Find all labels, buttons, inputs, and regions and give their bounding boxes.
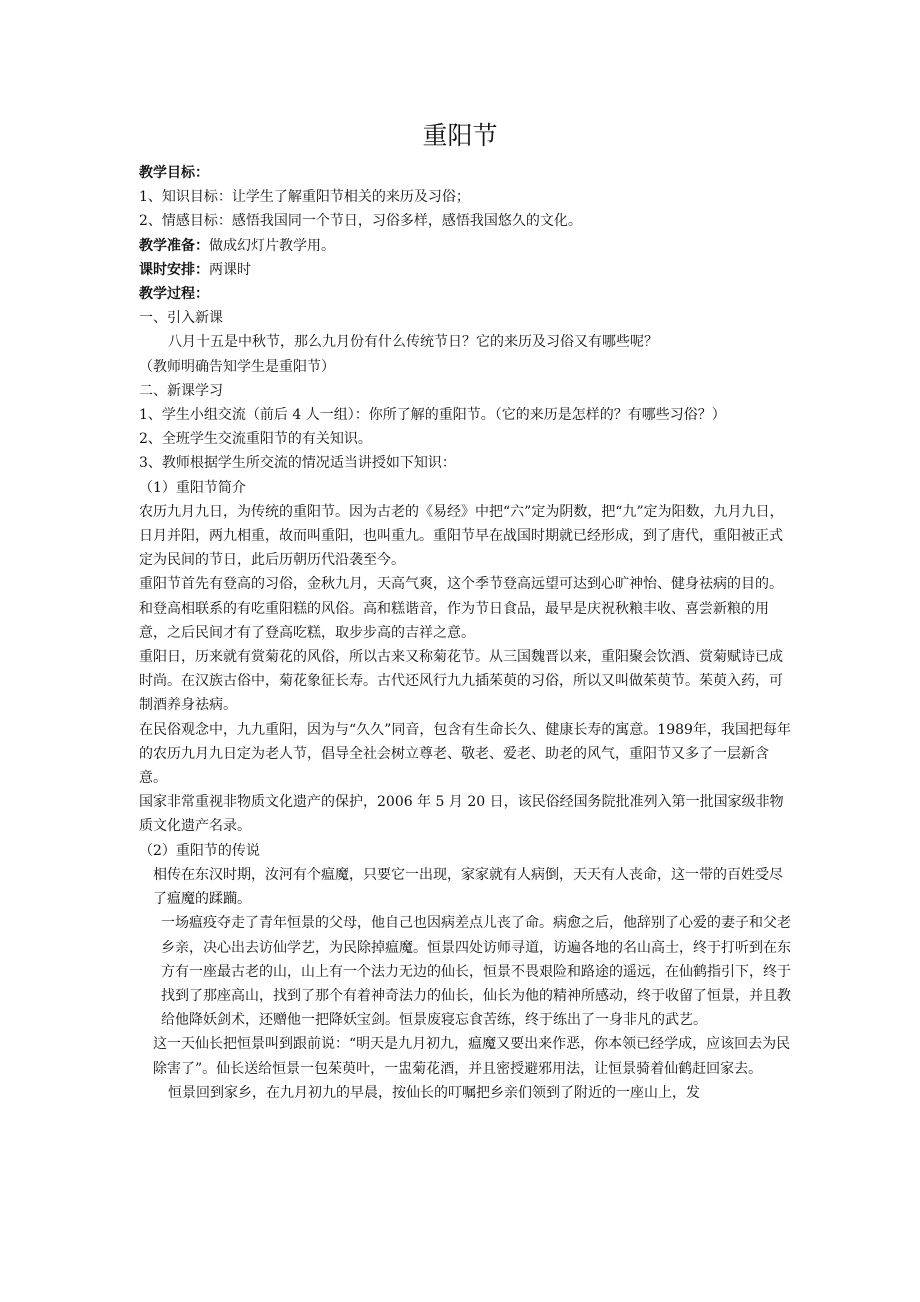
- legend-paragraph-1: 相传在东汉时期，汝河有个瘟魔，只要它一出现，家家就有人病倒，天天有人丧命，这一带的百姓受尽了瘟魔的蹂躏。: [153, 866, 783, 908]
- paragraph-heritage: 国家非常重视非物质文化遗产的保护，2006 年 5 月 20 日，该民俗经国务院批准列入第一批国家级非物质文化遗产名录。: [139, 794, 784, 835]
- subheading-legend: （2）重阳节的传说: [139, 842, 260, 859]
- process-heading: 教学过程：: [139, 286, 209, 303]
- intro-question: 八月十五是中秋节，那么九月份有什么传统节日？它的来历及习俗又有哪些呢？: [168, 334, 658, 351]
- prep-heading: 教学准备：: [139, 237, 209, 254]
- paragraph-climbing: 重阳节首先有登高的习俗，金秋九月，天高气爽，这个季节登高远望可达到心旷神怡、健身祛病的目的。和登高相联系的有吃重阳糕的风俗。高和糕谐音，作为节日食品，最早是庆祝秋粮丰收、喜尝新粮的用意，之后民间才有了登高吃糕，取步步高的吉祥之意。: [139, 576, 783, 641]
- step-3: 3、教师根据学生所交流的情况适当讲授如下知识：: [139, 455, 456, 472]
- schedule-heading: 课时安排：: [139, 261, 209, 278]
- legend-paragraph-3: 这一天仙长把恒景叫到跟前说：“明天是九月初九，瘟魔又要出来作恶，你本领已经学成，应该回去为民除害了”。仙长送给恒景一包茱萸叶，一盅菊花酒，并且密授避邪用法，让恒景骑着仙鹤赶回家去。: [153, 1036, 791, 1077]
- legend-paragraph-2: 一场瘟疫夺走了青年恒景的父母，他自己也因病差点儿丧了命。病愈之后，他辞别了心爱的妻子和父老乡亲，决心出去访仙学艺，为民除掉瘟魔。恒景四处访师寻道，访遍各地的名山高士，终于打听到在东方有一座最古老的山，山上有一个法力无边的仙长，恒景不畏艰险和路途的遥远，在仙鹤指引下，终于找到了那座高山，找到了那个有着神奇法力的仙长，仙长为他的精神所感动，终于收留了恒景，并且教给他降妖剑术，还赠他一把降妖宝剑。恒景废寝忘食苦练，终于练出了一身非凡的武艺。: [161, 915, 791, 1029]
- objective-2: 2、情感目标：感悟我国同一个节日，习俗多样，感悟我国悠久的文化。: [139, 213, 582, 230]
- intro-note: （教师明确告知学生是重阳节）: [139, 358, 335, 375]
- section-heading-1: 一、引入新课: [139, 310, 223, 327]
- objectives-heading: 教学目标：: [139, 165, 209, 181]
- paragraph-chrysanthemum: 重阳日，历来就有赏菊花的风俗，所以古来又称菊花节。从三国魏晋以来，重阳聚会饮酒、赏菊赋诗已成时尚。在汉族古俗中，菊花象征长寿。古代还风行九九插茱萸的习俗，所以又叫做茱萸节。茱萸入药，可制酒养身祛病。: [139, 649, 783, 714]
- prep-text: 做成幻灯片教学用。: [209, 237, 335, 254]
- schedule-text: 两课时: [209, 261, 251, 278]
- legend-paragraph-4: 恒景回到家乡，在九月初九的早晨，按仙长的叮嘱把乡亲们领到了附近的一座山上，发: [168, 1084, 700, 1101]
- paragraph-origin: 农历九月九日，为传统的重阳节。因为古老的《易经》中把“六”定为阴数，把“九”定为阳数，九月九日，日月并阳，两九相重，故而叫重阳，也叫重九。重阳节早在战国时期就已经形成，到了唐代，重阳被正式定为民间的节日，此后历朝历代沿袭至今。: [139, 503, 784, 569]
- page-title: 重阳节: [422, 121, 498, 150]
- schedule-line: [139, 258, 792, 282]
- section-heading-2: 二、新课学习: [139, 382, 223, 399]
- objective-1: 1、知识目标：让学生了解重阳节相关的来历及习俗；: [139, 189, 470, 206]
- document-body: [139, 161, 792, 1105]
- paragraph-elderly: 在民俗观念中，九九重阳，因为与“久久”同音，包含有生命长久、健康长寿的寓意。1989年，我国把每年的农历九月九日定为老人节，倡导全社会树立尊老、敬老、爱老、助老的风气，重阳节又多了一层新含意。: [139, 721, 791, 787]
- prep-line: [139, 234, 792, 258]
- step-1: 1、学生小组交流（前后 4 人一组）：你所了解的重阳节。（它的来历是怎样的？有哪些习俗？）: [139, 407, 726, 424]
- step-2: 2、全班学生交流重阳节的有关知识。: [139, 431, 372, 448]
- subheading-intro: （1）重阳节简介: [139, 479, 246, 496]
